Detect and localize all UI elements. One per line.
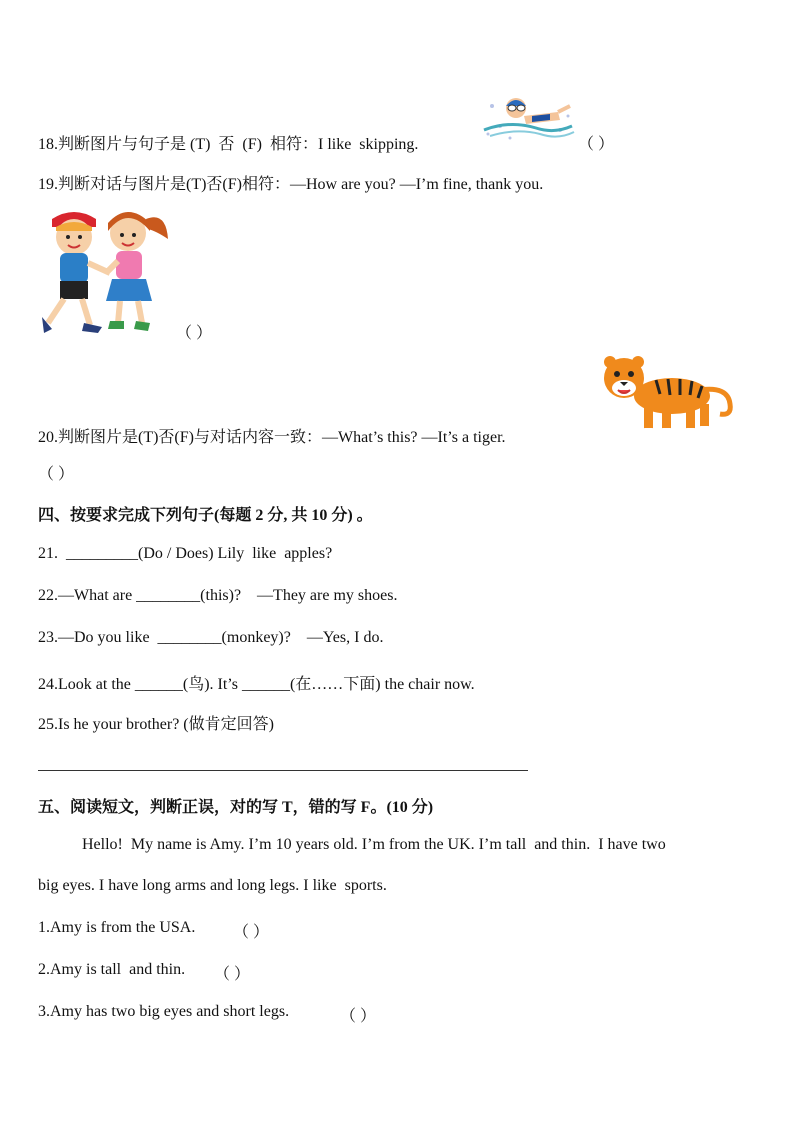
question-19: 19.判断对话与图片是(T)否(F)相符：—How are you? —I’m fine, thank you. <box>38 176 544 193</box>
answer-blank-20[interactable]: （ ） <box>38 466 75 483</box>
tiger-picture <box>600 350 740 438</box>
tf-question-1: 1.Amy is from the USA. <box>38 919 196 936</box>
tf-answer-blank-3[interactable]: （ ） <box>340 1008 377 1025</box>
section-5-heading: 五、阅读短文，判断正误，对的写 T，错的写 F。(10 分) <box>38 799 434 816</box>
question-22: 22.—What are ________(this)? —They are my shoes. <box>38 587 398 604</box>
passage-line-2: big eyes. I have long arms and long legs. I like sports. <box>38 877 387 894</box>
tf-question-2: 2.Amy is tall and thin. <box>38 961 186 978</box>
question-20: 20.判断图片是(T)否(F)与对话内容一致：—What’s this? —It’s a tiger. <box>38 429 506 446</box>
tf-answer-blank-2[interactable]: （ ） <box>214 966 251 983</box>
answer-blank-18[interactable]: （ ） <box>578 136 615 153</box>
section-4-heading: 四、按要求完成下列句子(每题 2 分, 共 10 分) 。 <box>38 507 373 524</box>
kids-greeting-picture <box>38 205 174 337</box>
tf-answer-blank-1[interactable]: （ ） <box>233 924 270 941</box>
question-21: 21. _________(Do / Does) Lily like apples? <box>38 545 333 562</box>
question-25: 25.Is he your brother? (做肯定回答) <box>38 716 274 733</box>
passage-line-1: Hello! My name is Amy. I’m 10 years old. I’m from the UK. I’m tall and thin. I have two <box>82 836 666 853</box>
question-24: 24.Look at the ______(鸟). It’s ______(在……下面) the chair now. <box>38 676 475 693</box>
swimmer-picture <box>480 86 576 146</box>
question-23: 23.—Do you like ________(monkey)? —Yes, I do. <box>38 629 384 646</box>
question-18: 18.判断图片与句子是 (T) 否 (F) 相符：I like skipping. <box>38 136 419 153</box>
tf-question-3: 3.Amy has two big eyes and short legs. <box>38 1003 290 1020</box>
answer-line-25[interactable] <box>38 770 528 771</box>
answer-blank-19[interactable]: （ ） <box>176 325 213 342</box>
